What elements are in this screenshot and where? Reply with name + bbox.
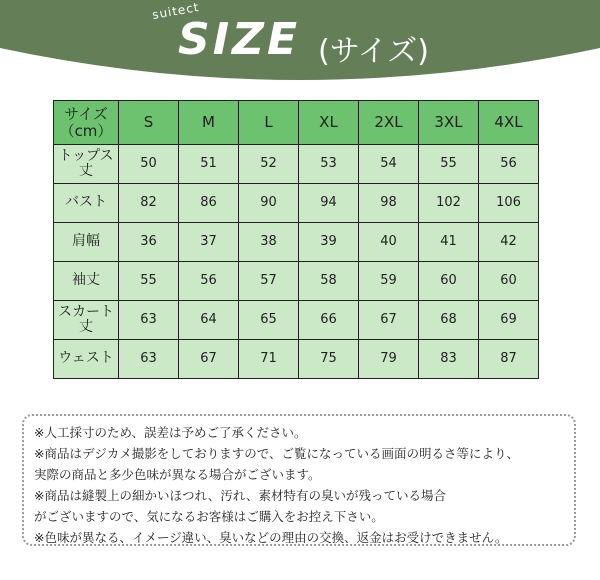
table-cell: 56 [179,262,239,301]
table-cell: 79 [359,340,419,379]
table-cell: 82 [119,184,179,223]
size-chart-table [53,100,539,379]
table-cell: 83 [419,340,479,379]
table-row [54,145,539,184]
table-cell: 41 [419,223,479,262]
header-cell-size: L [239,101,299,145]
table-cell: 68 [419,301,479,340]
table-cell: 60 [419,262,479,301]
table-row [54,262,539,301]
header-title-area [0,0,600,90]
row-label: バスト [54,184,119,223]
table-cell: 52 [239,145,299,184]
table-cell: 58 [299,262,359,301]
header-cell-label: サイズ（cm） [54,101,119,145]
table-cell: 54 [359,145,419,184]
note-line: ※人工採寸のため、誤差は予めご了承ください。 [34,425,307,440]
table-cell: 55 [119,262,179,301]
row-label: トップス丈 [54,145,119,184]
table-cell: 60 [479,262,539,301]
table-cell: 59 [359,262,419,301]
row-label: スカート丈 [54,301,119,340]
brand-logo-text: suitect [151,0,201,23]
table-cell: 94 [299,184,359,223]
table-cell: 53 [299,145,359,184]
size-subtitle: (サイズ) [318,34,430,69]
table-cell: 36 [119,223,179,262]
table-row [54,340,539,379]
note-line: ※商品はデジカメ撮影をしておりますので、ご覧になっている画面の明るさ等により、 [34,446,519,461]
row-label: ウェスト [54,340,119,379]
note-line: 実際の商品と多少色味が異なる場合がございます。 [34,467,321,482]
header-cell-size: 2XL [359,101,419,145]
table-cell: 106 [479,184,539,223]
size-title: SIZE [178,14,301,65]
table-cell: 63 [119,340,179,379]
row-label: 肩幅 [54,223,119,262]
row-label: 袖丈 [54,262,119,301]
table-cell: 75 [299,340,359,379]
table-cell: 37 [179,223,239,262]
note-line: ※色味が異なる、イメージ違い、臭いなどの理由の交換、返金はお受けできません。 [34,530,508,545]
table-row [54,301,539,340]
table-row [54,223,539,262]
table-cell: 40 [359,223,419,262]
table-cell: 64 [179,301,239,340]
notes-box [22,414,576,546]
table-cell: 102 [419,184,479,223]
table-cell: 55 [419,145,479,184]
table-cell: 87 [479,340,539,379]
table-cell: 51 [179,145,239,184]
table-cell: 90 [239,184,299,223]
table-cell: 57 [239,262,299,301]
table-row [54,184,539,223]
header-cell-size: 4XL [479,101,539,145]
table-cell: 98 [359,184,419,223]
table-cell: 69 [479,301,539,340]
table-cell: 56 [479,145,539,184]
note-line: がございますので、気になるお客様はご購入をお控え下さい。 [34,509,384,524]
table-cell: 39 [299,223,359,262]
table-cell: 86 [179,184,239,223]
header-cell-size: 3XL [419,101,479,145]
table-cell: 67 [359,301,419,340]
table-cell: 42 [479,223,539,262]
table-cell: 71 [239,340,299,379]
table-cell: 65 [239,301,299,340]
table-header-row [54,101,539,145]
header-cell-size: XL [299,101,359,145]
table-cell: 66 [299,301,359,340]
table-cell: 67 [179,340,239,379]
table-cell: 63 [119,301,179,340]
table-cell: 38 [239,223,299,262]
table-cell: 50 [119,145,179,184]
header-cell-size: S [119,101,179,145]
note-line: ※商品は縫製上の細かいほつれ、汚れ、素材特有の臭いが残っている場合 [34,488,446,503]
header-cell-size: M [179,101,239,145]
